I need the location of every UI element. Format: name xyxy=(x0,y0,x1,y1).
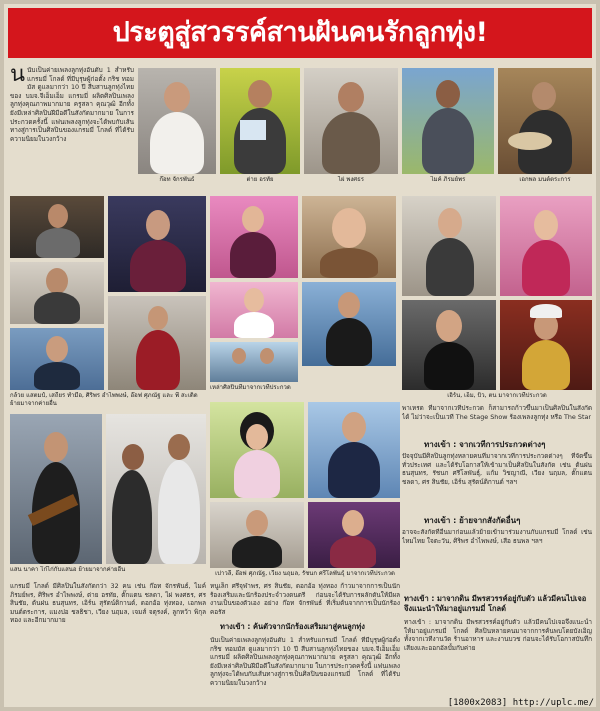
caption-10: เปาวลี, อ๊อฟ ศุภณัฐ, เวียง นฤมล, รัชนก ศรีโลพันธุ์ มาจากเวทีประกวด xyxy=(215,570,395,577)
photo-bottom-mid-1 xyxy=(210,402,304,498)
subhead-4 xyxy=(404,594,592,614)
subhead-1: ทางเข้า : จากเวทีการประกวดต่างๆ xyxy=(424,440,546,449)
footer-watermark xyxy=(444,696,594,707)
photo-ghot xyxy=(138,68,216,174)
caption-1: ก๊อท จักรพันธ์ xyxy=(159,176,195,183)
col-mid-text-2 xyxy=(210,636,400,692)
photo-left-4 xyxy=(108,296,206,390)
subhead-3: ทางเข้า : ค้นตัวจากนักร้องเสริมมาสู่คนลูกทุ่ง xyxy=(220,622,365,631)
photo-tai xyxy=(220,68,300,174)
caption-2: ต่าย อรทัย xyxy=(246,176,274,183)
caption-8: เอิร์น, เอ็ม, บิว, ตน มาจากเวทีประกวด xyxy=(447,392,547,399)
subhead-4-text: ทางเข้า : มาจากดิน มีพรสวรรค์อยู่กับตัว แล้วมีคนไปเจอจึงแนะนำให้มาอยู่แกรมมี่ โกลด์ xyxy=(404,594,587,613)
headline: ประตูสู่สวรรค์สานฝันคนรักลูกทุ่ง! xyxy=(8,8,592,58)
caption-3: ไผ่ พงศธร xyxy=(337,176,365,183)
photo-left-5 xyxy=(10,328,104,390)
caption-6: กล้วย แสตมป์, เสถียร ทำมือ, ศิริพร อำไพพงษ์, อ๊อฟ ศุภณัฐ และ พี สะเดิด ย้ายมาจากค่ายอื่น xyxy=(10,392,198,407)
photo-bottom-mid-2 xyxy=(308,402,400,498)
photo-bottom-left-1 xyxy=(10,414,102,564)
caption-9: แสน นาคา โก๋ไก่กับแสนอ ย้ายมาจากค่ายอื่น xyxy=(10,566,126,573)
photo-mid-4 xyxy=(302,282,396,366)
newspaper-page xyxy=(4,4,596,707)
col-left-text: แกรมมี่ โกลด์ มีศิลปินในสังกัดกว่า 32 คน เช่น ก๊อท จักรพันธ์, ไมค์ ภิรมย์พร, ศิริพร อำไพพงษ์, ต่าย อรทัย, ตั๊กแตน ชลดา, ไผ่ พงศธร, ศร สินชัย, ต้นฝน ธนสุนทร, เอิร์น สุรัตน์ติกานต์, ดอกอ้อ ทุ่งทอง, เอกพล มนต์ตระการ, แมงปอ ชลธิชา, เวียง นฤมล, เจมส์ จตุรงค์, ลูกหว้า พิกุลทอง และอีกมากมาย xyxy=(10,582,206,625)
photo-left-1 xyxy=(10,196,104,258)
intro-text xyxy=(10,66,134,194)
caption-7: เหล่าศิลปินที่มาจากเวทีประกวด xyxy=(210,384,291,391)
body-text-2: ปัจจุบันมีศิลปินลูกทุ่งหลายคนที่มาจากเวทีการประกวดต่างๆ ที่จัดขึ้นทั่วประเทศ และได้รับโอกาสให้เข้ามาเป็นศิลปินในสังกัด เช่น ต้นฝน ธนสุนทร, รัชนก ศรีโลพันธุ์, แก้ม วิชญาณี, เวียง นฤมล, ตั๊กแตน ชลดา, ศร สินชัย, เอิร์น สุรัตน์ติกานต์ ฯลฯ xyxy=(402,452,592,486)
photo-bottom-mid-4 xyxy=(308,502,400,568)
photo-mid-1 xyxy=(210,196,298,278)
photo-right-1 xyxy=(402,196,496,296)
photo-mid-2 xyxy=(302,196,396,278)
subhead-2: ทางเข้า : ย้ายจากสังกัดอื่นๆ xyxy=(424,516,521,525)
col-mid-text: หนูเล็ก ศรีจุฬาพร, ศร สินชัย, ดอกอ้อ ทุ่งทอง ก้าวมาจากการเป็นนักร้องเสริมและนักร้องประจำวงดนตรี ก่อนจะได้รับการผลักดันให้มีผลงานเป็นของตัวเอง อย่าง ก๊อท จักรพันธ์ ที่เริ่มต้นจากการเป็นนักร้องคอรัส xyxy=(210,582,400,616)
photo-mid-5 xyxy=(210,342,298,382)
photo-right-3 xyxy=(402,300,496,390)
col-right-text: ทางเข้า : มาจากดิน มีพรสวรรค์อยู่กับตัว แล้วมีคนไปเจอจึงแนะนำให้มาอยู่แกรมมี่ โกลด์ ศิลปินหลายคนมาจากการค้นพบโดยบังเอิญ ทั้งจากเวทีงานวัด ร้านอาหาร และงานบวช ก่อนจะได้รับโอกาสบันทึกเสียงและออกอัลบั้มกับค่าย xyxy=(404,618,592,652)
caption-4: ไมค์ ภิรมย์พร xyxy=(430,176,466,183)
col-mid-text-2-body: นับเป็นค่ายเพลงลูกทุ่งอันดับ 1 สำหรับแกรมมี่ โกลด์ ที่มีบุรุษผู้ก่อตั้ง กริช ทอมมัส ดูแลมากว่า 10 ปี สืบสานลูกทุ่งไทยของ บมจ.จีเอ็มเอ็ม แกรมมี่ ผลิตศิลปินเพลงลูกทุ่งคุณภาพมากมาย ครูสลา คุณวุฒิ อีกทั้งยังมีเหล่าศิลปินฝีมือดีในสังกัดมากมาย ในการประกวดครั้งนี้ แฟนเพลงลูกทุ่งจะได้พบกับเส้นทางสู่การเป็นศิลปินของแกรมมี่ โกลด์ ที่ได้รับความนิยมในวงกว้าง xyxy=(210,636,400,687)
drop-cap: น xyxy=(10,66,26,87)
photo-right-4 xyxy=(500,300,592,390)
photo-left-2 xyxy=(108,196,206,292)
footer-size: [1800x2083] xyxy=(447,698,508,707)
photo-bottom-left-2 xyxy=(106,414,206,564)
photo-mike xyxy=(402,68,494,174)
photo-bottom-mid-3 xyxy=(210,502,304,568)
photo-ekkapon xyxy=(498,68,592,174)
caption-5: เอกพล มนต์ตระการ xyxy=(519,176,571,183)
body-text-1: พาเหรด ที่มาจากเวทีประกวด ก็สามารถก้าวขึ้นมาเป็นศิลปินในสังกัดได้ ไม่ว่าจะเป็นเวที The Stage Show ร้องเพลงลูกทุ่ง หรือ The Star xyxy=(402,404,592,421)
footer-link[interactable]: http://uplc.me/ xyxy=(512,698,594,707)
photo-right-2 xyxy=(500,196,592,296)
intro-text-body: นับเป็นค่ายเพลงลูกทุ่งอันดับ 1 สำหรับแกรมมี่ โกลด์ ที่มีบุรุษผู้ก่อตั้ง กริช ทอมมัส ดูแลมากว่า 10 ปี สืบสานลูกทุ่งไทยของ บมจ.จีเอ็มเอ็ม แกรมมี่ ผลิตศิลปินเพลงลูกทุ่งคุณภาพมากมาย ครูสลา คุณวุฒิ อีกทั้งยังมีเหล่าศิลปินฝีมือดีในสังกัดมากมาย ในการประกวดครั้งนี้ แฟนเพลงลูกทุ่งจะได้พบกับเส้นทางสู่การเป็นศิลปินของแกรมมี่ โกลด์ ที่ได้รับความนิยมในวงกว้าง xyxy=(10,66,134,143)
photo-left-3 xyxy=(10,262,104,324)
photo-mid-3 xyxy=(210,282,298,338)
body-text-3: อาจจะสังกัดที่อื่นมาก่อนแล้วย้ายเข้ามาร่วมงานกับแกรมมี่ โกลด์ เช่น ไหมไทย ใจตะวัน, ศิริพร อำไพพงษ์, เสือ ธนพล ฯลฯ xyxy=(402,528,592,545)
photo-pai xyxy=(304,68,398,174)
